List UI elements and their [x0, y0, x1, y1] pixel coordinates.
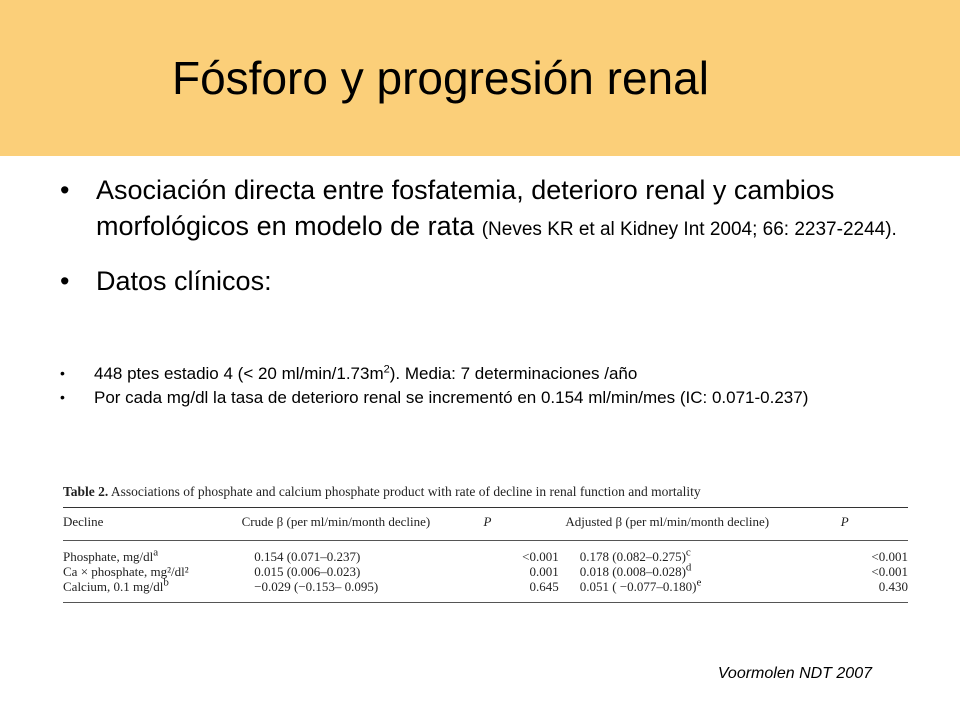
bullet-reference: (Neves KR et al Kidney Int 2004; 66: 2237-2244).	[481, 219, 897, 240]
adjusted-value: 0.051 ( −0.077–0.180)$^e$	[579, 576, 702, 594]
p-adjusted-value: <0.001	[871, 564, 908, 579]
sub-bullet-item	[60, 387, 910, 408]
header-decline: Decline	[63, 514, 104, 529]
title-band	[0, 0, 960, 156]
crude-value: 0.154 (0.071–0.237)	[254, 549, 361, 564]
sub-bullet-list	[60, 363, 910, 411]
bullet-item	[60, 263, 920, 299]
table-caption	[63, 484, 908, 500]
adjusted-value: 0.178 $(0.082-0.275)^c$	[579, 546, 691, 564]
row-label: Phosphate, $mg/dl^a$	[63, 546, 159, 564]
p-adjusted-value: <0.001	[871, 549, 908, 564]
crude-value: −0.029 (−0.153– 0.095)	[254, 579, 379, 594]
table-row	[63, 579, 908, 594]
header-adjusted: Adjusted β (per ml/min/month decline)	[565, 514, 770, 529]
bullet-item	[60, 172, 920, 245]
table-caption-text: Associations of phosphate and calcium phosphate product with rate of decline in renal function and mortality	[110, 484, 701, 499]
row-label: Ca × phosphate, mg²/dl²	[63, 564, 189, 579]
table-grid	[63, 508, 908, 540]
p-crude-value: 0.645	[529, 579, 559, 594]
source-citation: Voormolen NDT 2007	[717, 665, 872, 682]
bullet-icon: •	[60, 389, 65, 405]
table-caption-label: Table 2.	[63, 484, 109, 499]
crude-value: 0.015 (0.006–0.023)	[254, 564, 361, 579]
main-bullet-list	[60, 172, 920, 299]
bullet-text: Datos clínicos:	[96, 266, 272, 296]
sub-bullet-text: 448 ptes estadio 4 (< 20 ml/min/1.73m	[94, 364, 384, 383]
bullet-icon: •	[60, 365, 65, 381]
p-adjusted-value: 0.430	[878, 579, 908, 594]
adjusted-value: 0.018 $(0.008-0.028)^d$	[579, 561, 692, 579]
header-p-crude: P	[483, 514, 492, 529]
table-bottom-rule	[63, 602, 908, 603]
slide-title: Fósforo y progresión renal	[172, 52, 709, 104]
header-p-adjusted: P	[840, 514, 849, 529]
sub-bullet-text-end: ). Media: 7 determinaciones /año	[389, 364, 638, 383]
superscript: 2	[383, 363, 390, 376]
sub-bullet-item	[60, 363, 910, 384]
header-crude: Crude β (per ml/min/month decline)	[241, 514, 431, 529]
results-table	[63, 484, 908, 603]
table-body	[63, 541, 908, 594]
p-crude-value: 0.001	[529, 564, 559, 579]
table-row	[63, 564, 908, 579]
bullet-text: Asociación directa entre fosfatemia, deterioro renal y cambios morfológicos en modelo de rata	[96, 175, 835, 241]
p-crude-value: <0.001	[522, 549, 559, 564]
bullet-icon: •	[60, 266, 70, 296]
sub-bullet-text: Por cada mg/dl la tasa de deterioro renal se incrementó en 0.154 ml/min/mes (IC: 0.071-0.237)	[94, 388, 809, 407]
bullet-icon: •	[60, 175, 70, 205]
table-header-row	[63, 508, 908, 540]
row-label: Calcium, 0.1 $mg/dl^b$	[63, 576, 169, 594]
table-row	[63, 541, 908, 564]
